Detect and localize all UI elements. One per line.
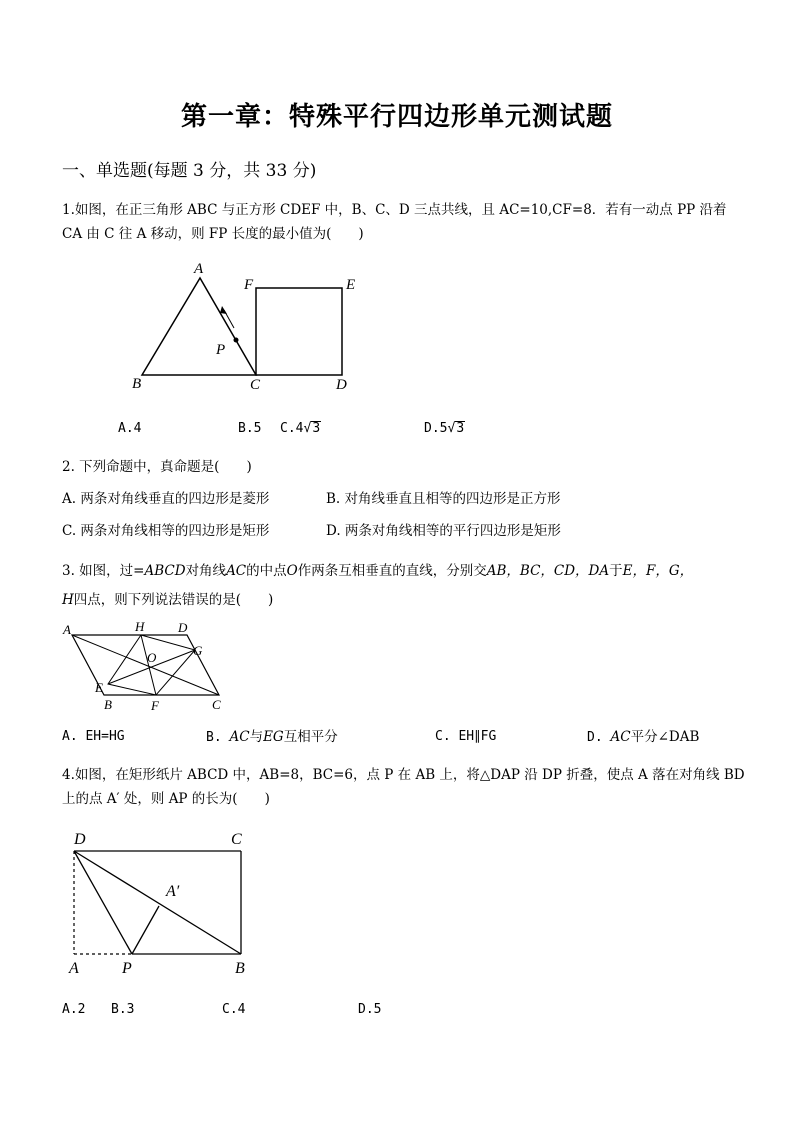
q1-figure — [120, 258, 380, 398]
q3-h: H — [62, 592, 74, 608]
label-p: P — [122, 960, 132, 977]
fold-dp — [74, 851, 132, 954]
q3-text: 平分∠DAB — [630, 729, 700, 745]
q3-ac: AC — [226, 563, 247, 579]
q4-option-a: A.2 — [62, 1002, 86, 1017]
quad-ehfg — [108, 635, 195, 695]
q4-stem-line1: 4.如图，在矩形纸片 ABCD 中，AB=8，BC=6，点 P 在 AB 上，将△DAP 沿 DP 折叠，使点 A 落在对角线 BD — [62, 767, 745, 783]
q3-text: 于 — [609, 563, 623, 579]
q3-option-d — [587, 725, 699, 750]
q4-figure — [60, 824, 260, 980]
q2-stem: 2. 下列命题中，真命题是( ) — [62, 459, 252, 475]
q3-o: O — [286, 563, 298, 579]
label-d: D — [336, 377, 347, 393]
label-f: F — [151, 698, 159, 713]
q2-option-d: D. 两条对角线相等的平行四边形是矩形 — [326, 523, 561, 539]
q4-stem-line2: 上的点 A′ 处，则 AP 的长为( ) — [62, 791, 270, 807]
q4-option-d: D.5 — [358, 1002, 382, 1017]
q3-option-b-prefix: B. — [206, 730, 230, 745]
q2-option-c: C. 两条对角线相等的四边形是矩形 — [62, 523, 270, 539]
label-o: O — [147, 650, 157, 665]
q2-option-a: A. 两条对角线垂直的四边形是菱形 — [62, 491, 270, 507]
q3-option-b — [206, 725, 338, 750]
q3-option-b-eg: EG — [263, 729, 284, 745]
label-a: A — [63, 622, 71, 637]
page-title: 第一章：特殊平行四边形单元测试题 — [180, 102, 613, 132]
q3-text: 与 — [249, 729, 264, 745]
q1-option-d-radicand: 3 — [456, 421, 465, 436]
label-b: B — [235, 960, 245, 977]
q3-option-a: A. EH=HG — [62, 729, 125, 744]
triangle-abc — [142, 278, 256, 375]
q3-text: 对角线 — [185, 563, 227, 579]
label-e: E — [95, 680, 103, 695]
q4-option-c: C.4 — [222, 1002, 246, 1017]
q3-option-c: C. EH∥FG — [435, 729, 497, 744]
section-heading: 一、单选题(每题 3 分，共 33 分) — [62, 161, 317, 181]
q1-option-c-prefix: C.4 — [280, 421, 304, 436]
label-b: B — [104, 697, 112, 712]
sqrt-icon: √ — [303, 421, 312, 436]
point-p — [234, 338, 239, 343]
q1-stem-line2: CA 由 C 往 A 移动，则 FP 长度的最小值为( ) — [62, 226, 364, 242]
q3-text: 3. 如图，过 — [62, 563, 134, 579]
q3-text: 作两条互相垂直的直线，分别交 — [297, 563, 487, 579]
q1-option-a: A.4 — [118, 421, 142, 436]
label-a: A — [69, 960, 79, 977]
q3-text: 四点，则下列说法错误的是( ) — [73, 592, 274, 608]
q1-stem-line1: 1.如图，在正三角形 ABC 与正方形 CDEF 中，B、C、D 三点共线，且 AC=10,CF=8．若有一动点 PP 沿着 — [62, 202, 727, 218]
q1-option-c-radicand: 3 — [312, 421, 321, 436]
q3-text: 的中点 — [246, 563, 287, 579]
label-g: G — [193, 643, 203, 658]
segment-pa-prime — [132, 906, 159, 954]
q1-option-b: B.5 — [238, 421, 262, 436]
label-a-prime: A′ — [166, 883, 180, 900]
label-b: B — [132, 376, 142, 392]
q3-option-d-prefix: D. — [587, 730, 611, 745]
q3-stem-line2 — [62, 588, 273, 612]
q1-option-d-prefix: D.5 — [424, 421, 448, 436]
label-e: E — [346, 277, 356, 293]
label-a: A — [194, 261, 204, 277]
q4-option-b: B.3 — [111, 1002, 135, 1017]
arrow-head-icon — [220, 306, 227, 314]
label-d: D — [178, 620, 188, 635]
q3-stem-line1 — [62, 559, 693, 583]
q3-points: E，F，G， — [622, 563, 694, 579]
label-f: F — [244, 277, 254, 293]
label-c: C — [231, 831, 242, 848]
label-p: P — [216, 342, 226, 358]
q3-parallelogram: =ABCD — [133, 563, 186, 579]
q3-option-d-ac: AC — [610, 729, 631, 745]
q3-text: 互相平分 — [283, 729, 338, 745]
label-d: D — [74, 831, 86, 848]
q3-sides: AB，BC，CD，DA — [486, 563, 610, 579]
sqrt-icon: √ — [447, 421, 456, 436]
label-h: H — [135, 619, 145, 634]
label-c: C — [250, 377, 261, 393]
q3-figure — [60, 618, 240, 714]
q1-option-c — [280, 421, 321, 436]
line-hf — [141, 635, 156, 695]
label-c: C — [212, 697, 221, 712]
q3-option-b-ac: AC — [229, 729, 250, 745]
square-cdef — [256, 288, 342, 375]
diagonal-db — [74, 851, 241, 954]
q2-option-b: B. 对角线垂直且相等的四边形是正方形 — [326, 491, 561, 507]
q1-option-d — [424, 421, 465, 436]
